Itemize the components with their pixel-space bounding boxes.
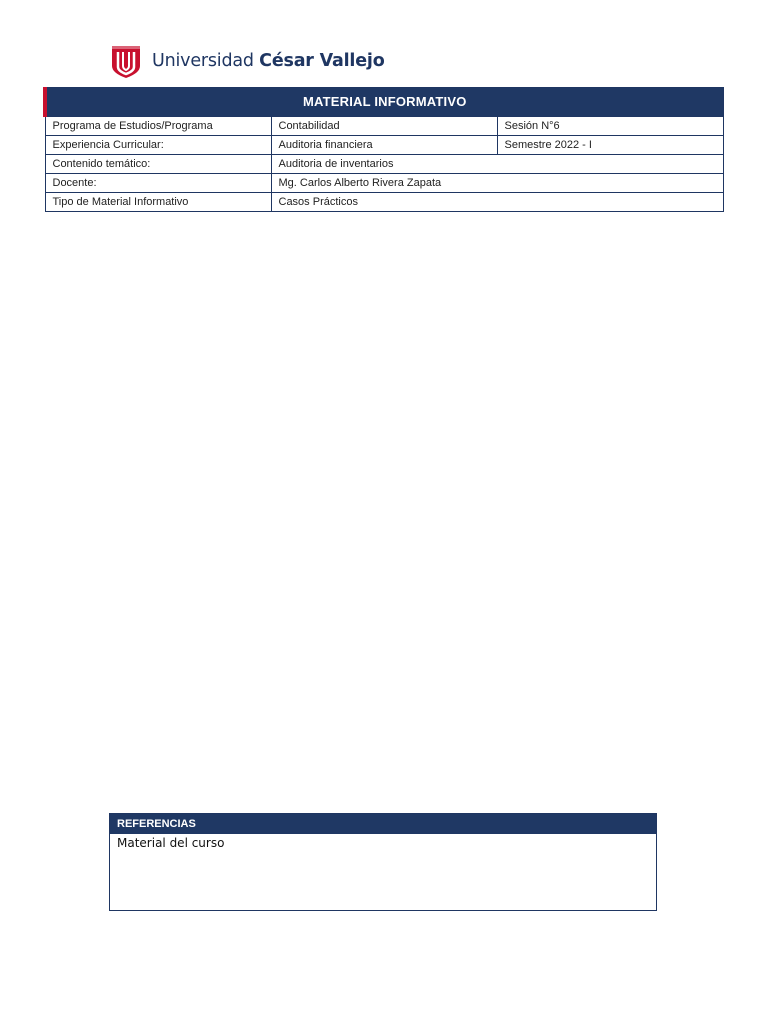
material-title: MATERIAL INFORMATIVO [45,88,723,117]
table-row [45,193,723,212]
row-value: Casos Prácticos [271,193,723,212]
table-row [45,174,723,193]
references-title: REFERENCIAS [110,814,656,834]
references-box [109,813,657,911]
table-row [45,117,723,136]
row-value: Mg. Carlos Alberto Rivera Zapata [271,174,723,193]
table-row [45,136,723,155]
row-extra: Sesión N°6 [497,117,723,136]
row-label: Contenido temático: [45,155,271,174]
course-info-table [43,87,724,212]
row-label: Tipo de Material Informativo [45,193,271,212]
university-logo [110,43,385,79]
row-value: Auditoria financiera [271,136,497,155]
references-content: Material del curso [117,836,225,850]
row-label: Docente: [45,174,271,193]
row-label: Programa de Estudios/Programa [45,117,271,136]
row-value: Contabilidad [271,117,497,136]
university-name: Universidad César Vallejo [152,51,385,71]
row-value: Auditoria de inventarios [271,155,723,174]
row-label: Experiencia Curricular: [45,136,271,155]
row-extra: Semestre 2022 - I [497,136,723,155]
ucv-shield-icon [110,43,142,79]
table-row [45,155,723,174]
